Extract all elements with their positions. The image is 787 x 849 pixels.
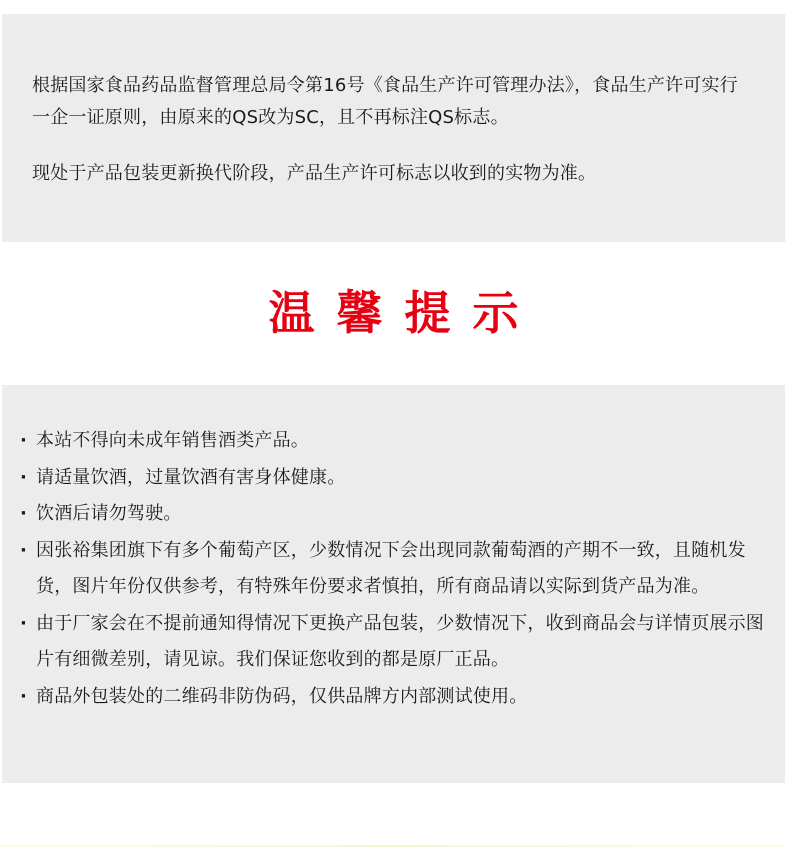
tips-list	[14, 423, 765, 715]
tip-drink-moderately: · 请适量饮酒，过量饮酒有害身体健康。	[14, 460, 765, 497]
notice-paragraph-license: 根据国家食品药品监督管理总局令第16号《食品生产许可管理办法》，食品生产许可实行一企一证原则，由原来的QS改为SC，且不再标注QS标志。	[32, 75, 738, 128]
notice-paragraph-packaging: 现处于产品包装更新换代阶段，产品生产许可标志以收到的实物为准。	[32, 163, 597, 184]
bottom-divider	[2, 845, 785, 847]
tip-vintage-variation: · 因张裕集团旗下有多个葡萄产区，少数情况下会出现同款葡萄酒的产期不一致，且随机发货，图片年份仅供参考，有特殊年份要求者慎拍，所有商品请以实际到货产品为准。	[14, 533, 765, 606]
tip-no-drink-driving: · 饮酒后请勿驾驶。	[14, 496, 765, 533]
tip-qr-code: · 商品外包装处的二维码非防伪码，仅供品牌方内部测试使用。	[14, 679, 765, 716]
warm-tips-panel	[2, 385, 785, 783]
warm-tips-heading: 温馨提示	[268, 286, 541, 340]
qs-sc-notice-panel	[2, 14, 785, 242]
tip-no-minors: · 本站不得向未成年销售酒类产品。	[14, 423, 765, 460]
tip-packaging-change: · 由于厂家会在不提前通知得情况下更换产品包装，少数情况下，收到商品会与详情页展示图片有细微差别，请见谅。我们保证您收到的都是原厂正品。	[14, 606, 765, 679]
